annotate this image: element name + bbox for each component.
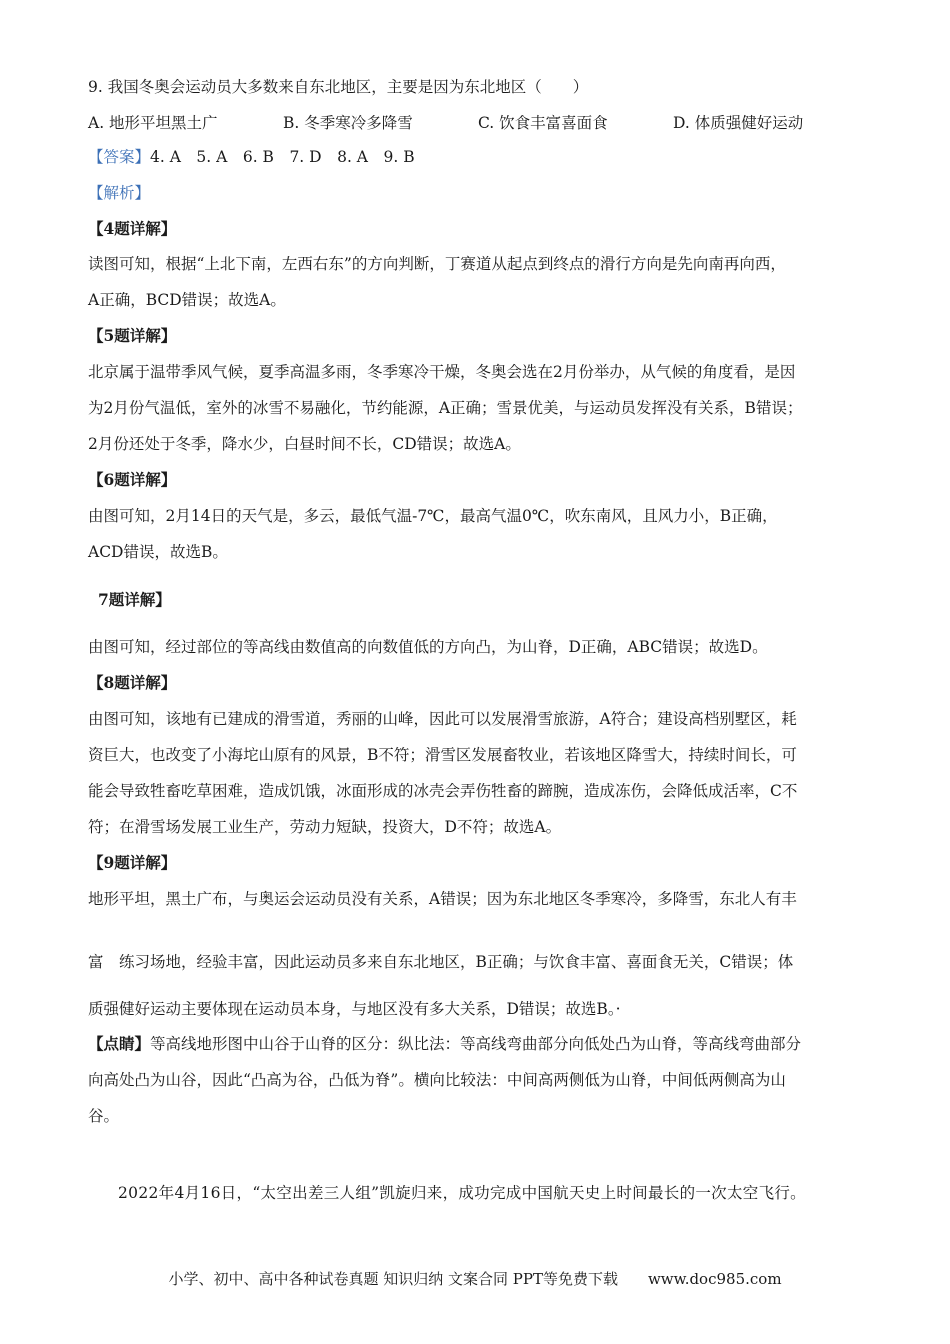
question-9-options — [88, 112, 803, 134]
q4-line-1: 读图可知，根据“上北下南，左西右东”的方向判断，丁赛道从起点到终点的滑行方向是先向南再向西， — [88, 255, 786, 273]
answer-text: 4. A 5. A 6. B 7. D 8. A 9. B — [150, 148, 415, 166]
q5-line-1: 北京属于温带季风气候，夏季高温多雨，冬季寒冷干燥，冬奥会选在2月份举办，从气候的角度看，是因 — [88, 363, 796, 381]
analysis-tag: 【解析】 — [88, 184, 151, 202]
q8-line-3: 能会导致牲畜吃草困难，造成饥饿，冰面形成的冰壳会弄伤牲畜的蹄腕，造成冻伤，会降低成活率，C不 — [88, 782, 798, 800]
q5-heading: 【5题详解】 — [88, 326, 177, 345]
page-footer: 小学、初中、高中各种试卷真题 知识归纳 文案合同 PPT等免费下载 www.doc985.com — [168, 1270, 782, 1288]
q8-heading: 【8题详解】 — [88, 673, 177, 692]
q5-line-3: 2月份还处于冬季，降水少，白昼时间不长，CD错误；故选A。 — [88, 435, 521, 453]
answer-tag: 【答案】 — [88, 148, 151, 166]
q9-heading: 【9题详解】 — [88, 853, 177, 872]
option-a: A. 地形平坦黑土广 — [88, 114, 218, 132]
q6-heading: 【6题详解】 — [88, 470, 177, 489]
tip-line-3: 谷。 — [88, 1107, 120, 1125]
q8-line-1: 由图可知，该地有已建成的滑雪道，秀丽的山峰，因此可以发展滑雪旅游，A符合；建设高档别墅区，耗 — [88, 710, 797, 728]
option-b: B. 冬季寒冷多降雪 — [283, 114, 413, 132]
q9-line-1: 地形平坦，黑土广布，与奥运会运动员没有关系，A错误；因为东北地区冬季寒冷，多降雪，东北人有丰 — [88, 890, 797, 908]
q6-line-2: ACD错误，故选B。 — [88, 543, 228, 561]
q7-heading: 7题详解】 — [98, 590, 171, 609]
q9-line-3: 质强健好运动主要体现在运动员本身，与地区没有多大关系，D错误；故选B。· — [88, 1000, 621, 1018]
answer-line — [88, 146, 415, 168]
tip-line-1 — [88, 1033, 801, 1055]
q6-line-1: 由图可知，2月14日的天气是，多云，最低气温-7℃，最高气温0℃，吹东南风，且风力小，B正确， — [88, 507, 778, 525]
tip-text-1: 等高线地形图中山谷于山脊的区分：纵比法：等高线弯曲部分向低处凸为山脊，等高线弯曲部分 — [150, 1035, 802, 1053]
tip-tag: 【点睛】 — [88, 1034, 151, 1053]
q7-line-1: 由图可知，经过部位的等高线由数值高的向数值低的方向凸，为山脊，D正确，ABC错误；故选D。 — [88, 638, 768, 656]
q9-line-2: 富 练习场地，经验丰富，因此运动员多来自东北地区，B正确；与饮食丰富、喜面食无关，C错误；体 — [88, 953, 794, 971]
news-paragraph: 2022年4月16日，“太空出差三人组”凯旋归来，成功完成中国航天史上时间最长的一次太空飞行。 — [118, 1184, 806, 1202]
q8-line-2: 资巨大，也改变了小海坨山原有的风景，B不符；滑雪区发展畜牧业，若该地区降雪大，持续时间长，可 — [88, 746, 797, 764]
q8-line-4: 符；在滑雪场发展工业生产，劳动力短缺，投资大，D不符；故选A。 — [88, 818, 562, 836]
option-c: C. 饮食丰富喜面食 — [478, 114, 608, 132]
tip-line-2: 向高处凸为山谷，因此“凸高为谷，凸低为脊”。横向比较法：中间高两侧低为山脊，中间低两侧高为山 — [88, 1071, 786, 1089]
question-9-stem: 9. 我国冬奥会运动员大多数来自东北地区，主要是因为东北地区（ ） — [88, 78, 589, 96]
q4-line-2: A正确，BCD错误；故选A。 — [88, 291, 286, 309]
q5-line-2: 为2月份气温低，室外的冰雪不易融化，节约能源，A正确；雪景优美，与运动员发挥没有关系，B错误； — [88, 399, 803, 417]
option-d: D. 体质强健好运动 — [673, 114, 804, 132]
q4-heading: 【4题详解】 — [88, 219, 177, 238]
